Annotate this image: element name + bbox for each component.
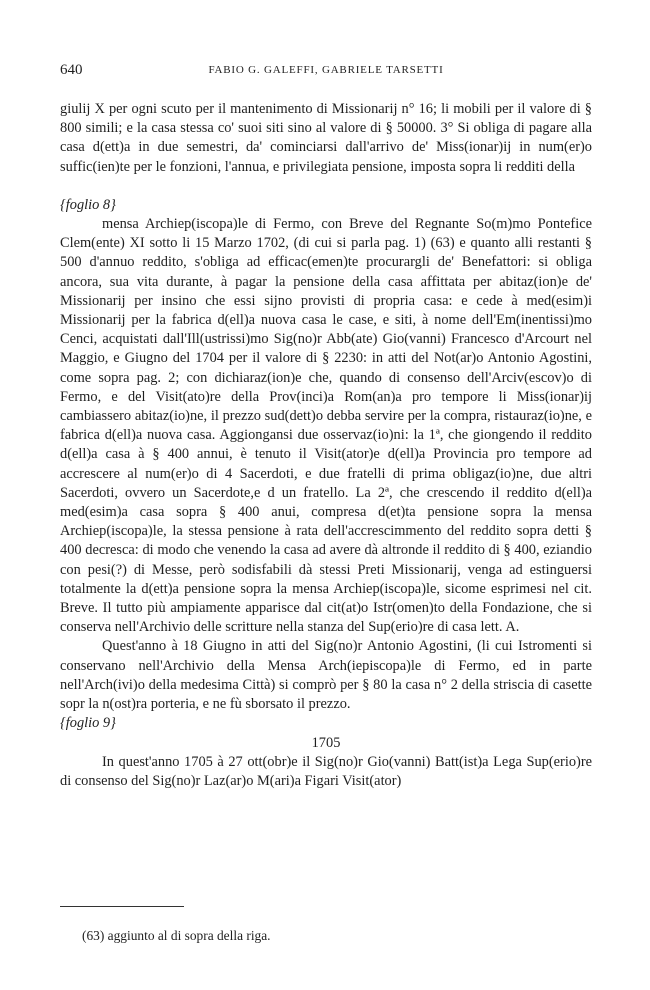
running-head: FABIO G. GALEFFI, GABRIELE TARSETTI bbox=[208, 64, 444, 76]
paragraph-gap bbox=[60, 177, 592, 196]
folio-label-8: {foglio 8} bbox=[60, 196, 116, 213]
paragraph-3: Quest'anno à 18 Giugno in atti del Sig(no)r Antonio Agostini, (li cui Istromenti si conservano nell'Archivio della Mensa Arch(iepiscopa)le di Fermo, ed in parte nell'Arch(ivi)o della medesima Città) si comprò per § 80 la casa n° 2 della striscia di casette sopr la n(ost)ra porteria, e ne fù sborsato il prezzo. bbox=[60, 638, 592, 713]
page-header bbox=[60, 62, 592, 82]
paragraph-1: giulij X per ogni scuto per il mantenimento di Missionarij n° 16; li mobili per il valore di § 800 simili; e la casa stessa co' suoi siti sino al valore di § 50000. 3° Si obliga di pagare alla casa d(ett)a in due semestri, da' cominciarsi dall'arrivo de' Miss(ionar)ij in num(er)o suffic(ien)te per le fonzioni, l'annua, e privilegiata pensione, imposta sopra li redditi della bbox=[60, 101, 592, 175]
footnote: (63) aggiunto al di sopra della riga. bbox=[82, 928, 271, 943]
footnote-divider bbox=[60, 906, 184, 907]
page-number: 640 bbox=[60, 62, 83, 78]
year-heading: 1705 bbox=[311, 734, 341, 751]
main-text bbox=[60, 100, 592, 791]
folio-label-9: {foglio 9} bbox=[60, 715, 116, 732]
paragraph-2: mensa Archiep(iscopa)le di Fermo, con Breve del Regnante So(m)mo Pontefice Clem(ente) XI sotto li 15 Marzo 1702, (di cui si parla pag. 1) (63) e quanto alli restanti § 500 d'annuo reddito, s'obliga ad efficac(emen)te procurargli de' Benefattori: si obliga ancora, sua vita durante, à pagar la pensione della casa affittata per abitaz(ion)e de' Missionarij per insino che essi sijno provisti di propria casa: e cede à med(esim)i Missionarij per la fabrica d(ell)a nuova casa le case, e siti, à nome dell'Em(inentissi)mo Cenci, acquistati dall'Ill(ustrissi)mo Sig(no)r Abb(ate) Gio(vanni) Francesco d'Arcourt nel Maggio, e Giugno del 1704 per il valore di § 2230: in atti del Not(ar)o Antonio Agostini, come sopra pag. 2; con dichiaraz(ion)e che, quando di consenso dell'Arciv(escov)o di Fermo, e del Visit(ato)re della Prov(inci)a Rom(an)a pro tempore li Miss(ionar)ij cambiassero abitaz(io)ne, il prezzo sud(dett)o debba servire per la compra, ristauraz(io)ne, e fabrica d(ell)a nuova casa. Aggiongansi due osservaz(io)ni: la 1ª, che giongendo il reddito d(ell)a casa à § 400 annui, è tenuto il Visit(ator)e d(ell)a Provincia pro tempore ad accrescere al num(er)o di 4 Sacerdoti, e due fratelli di prima obligaz(io)ne, due altri Sacerdoti, ovvero un Sacerdote,e d un fratello. La 2ª, che crescendo il reddito d(ell)a med(esim)a casa sopra § 400 anui, compresa d(et)ta pensione sopra la mensa Archiep(iscopa)le, la stessa pensione à rata dell'accrescimmento del reddito sopra detti § 400 decresca: di modo che venendo la casa ad avere dà altronde il reddito di § 400, eziandio con pesi(?) di Messe, però sodisfabili dà stessi Preti Missionarij, venga ad estinguersi totalmente la d(ett)a pensione sopra la mensa Archiep(iscopa)le, sicome esprimesi nel cit. Breve. Il tutto più ampiamente apparisce dal cit(at)o Istr(omen)to della Fondazione, che si conserva nell'Archivio delle scritture nella stanza del Sup(erio)re di casa lett. A. bbox=[60, 216, 592, 636]
paragraph-4: In quest'anno 1705 à 27 ott(obr)e il Sig(no)r Gio(vanni) Batt(ist)a Lega Sup(erio)re di consenso del Sig(no)r Laz(ar)o M(ari)a Figari Visit(ator) bbox=[60, 753, 592, 789]
